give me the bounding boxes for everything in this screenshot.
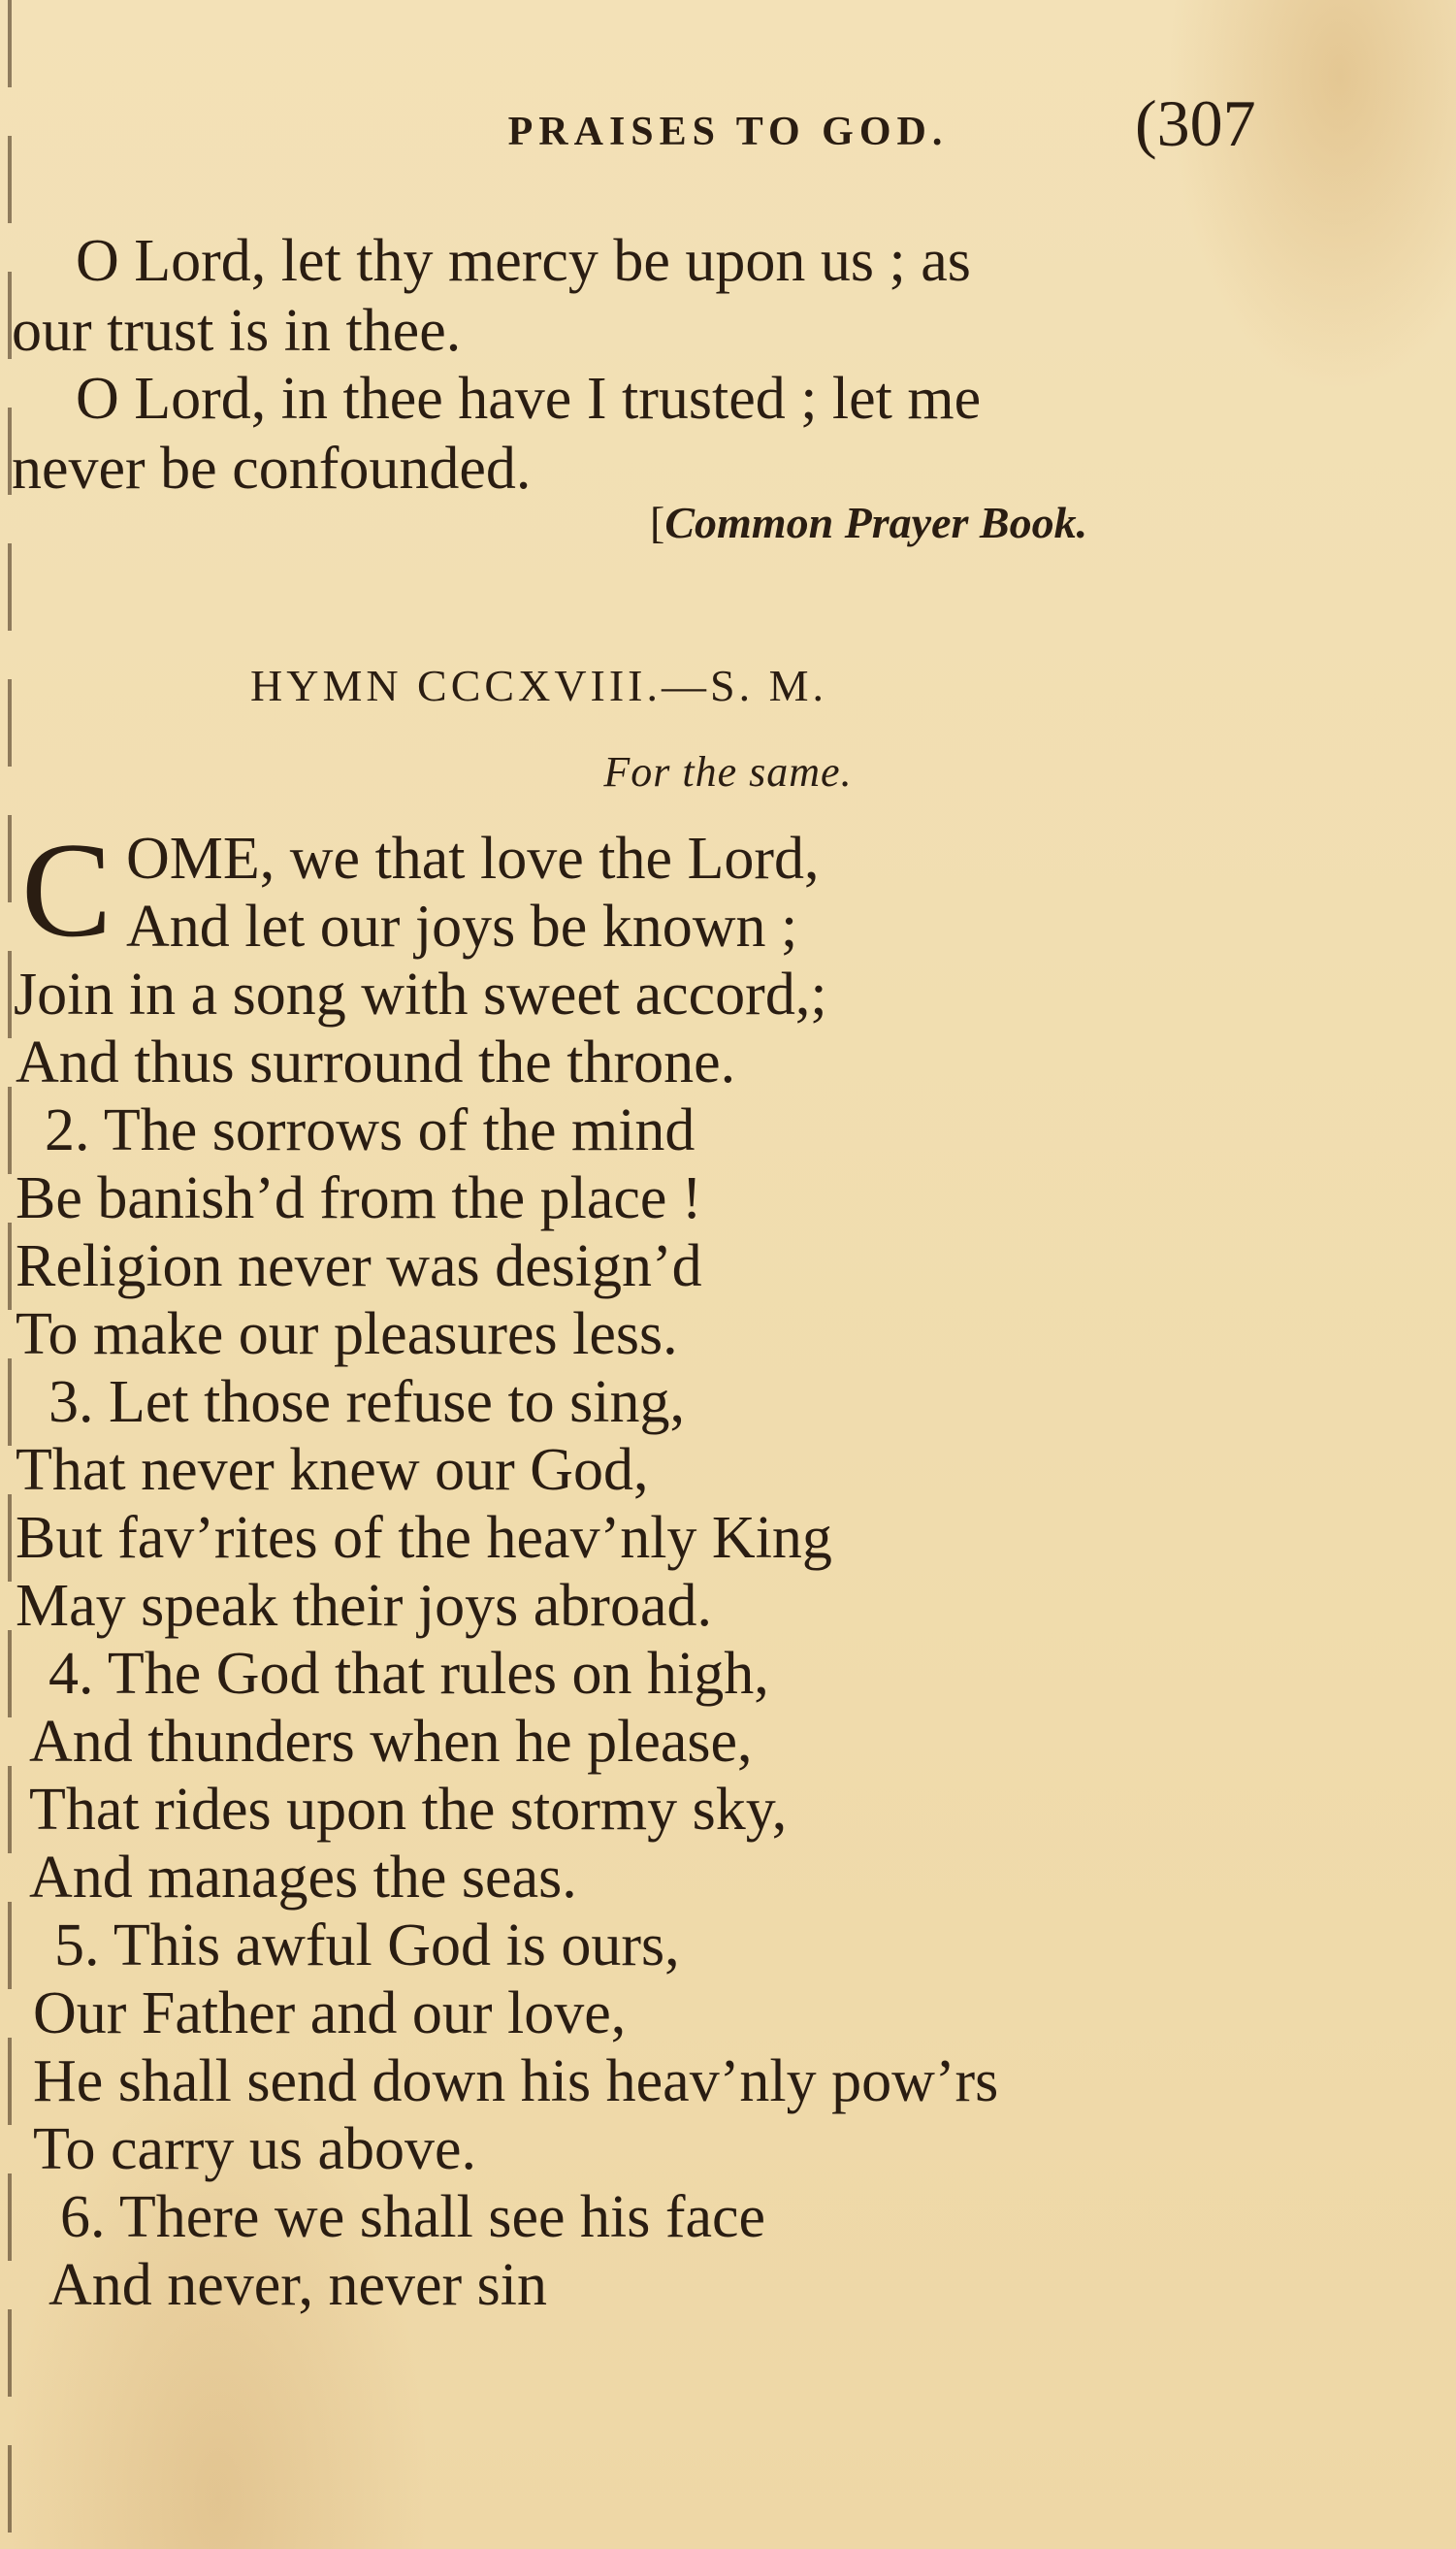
hymn-subtitle: For the same.	[603, 748, 853, 796]
hymn-line: And manages the seas.	[29, 1845, 577, 1911]
hymn-line: To make our pleasures less.	[16, 1301, 678, 1367]
hymn-line: 3. Let those refuse to sing,	[49, 1369, 686, 1435]
hymn-first-line: OME, we that love the Lord,	[126, 826, 820, 892]
hymn-line: 5. This awful God is ours,	[54, 1912, 680, 1978]
running-title: PRAISES TO GOD.	[507, 110, 949, 154]
hymn-line: Religion never was design’d	[16, 1233, 702, 1299]
hymn-line: Join in a song with sweet accord,;	[14, 962, 827, 1028]
drop-cap: C	[21, 815, 113, 965]
hymn-line: He shall send down his heav’nly pow’rs	[33, 2048, 999, 2114]
attribution	[650, 497, 1087, 548]
hymn-line: 6. There we shall see his face	[60, 2184, 766, 2250]
hymn-line: May speak their joys abroad.	[16, 1573, 712, 1639]
hymn-line: And never, never sin	[49, 2252, 548, 2318]
page-number: (307	[1135, 86, 1256, 160]
hymn-line: 2. The sorrows of the mind	[45, 1097, 696, 1163]
hymn-line: That never knew our God,	[16, 1437, 649, 1503]
prayer-line: our trust is in thee.	[12, 298, 462, 364]
hymn-line: That rides upon the stormy sky,	[29, 1777, 788, 1843]
hymn-line: But fav’rites of the heav’nly King	[16, 1505, 832, 1571]
attribution-text: Common Prayer Book.	[664, 498, 1088, 547]
prayer-line: O Lord, let thy mercy be upon us ; as	[76, 228, 971, 294]
hymn-line: Be banish’d from the place !	[16, 1165, 702, 1231]
hymn-line: And thus surround the throne.	[16, 1029, 736, 1095]
hymn-line: And thunders when he please,	[29, 1709, 753, 1775]
prayer-line: O Lord, in thee have I trusted ; let me	[76, 366, 982, 432]
hymn-line: To carry us above.	[33, 2116, 477, 2182]
hymn-line: And let our joys be known ;	[126, 894, 798, 960]
hymn-line: 4. The God that rules on high,	[49, 1641, 769, 1707]
hymn-title: HYMN CCCXVIII.—S. M.	[250, 661, 827, 710]
prayer-line: never be confounded.	[12, 436, 532, 502]
hymn-line: Our Father and our love,	[33, 1980, 627, 2046]
page-gutter-edge	[8, 0, 12, 2549]
attribution-bracket: [	[650, 498, 665, 547]
